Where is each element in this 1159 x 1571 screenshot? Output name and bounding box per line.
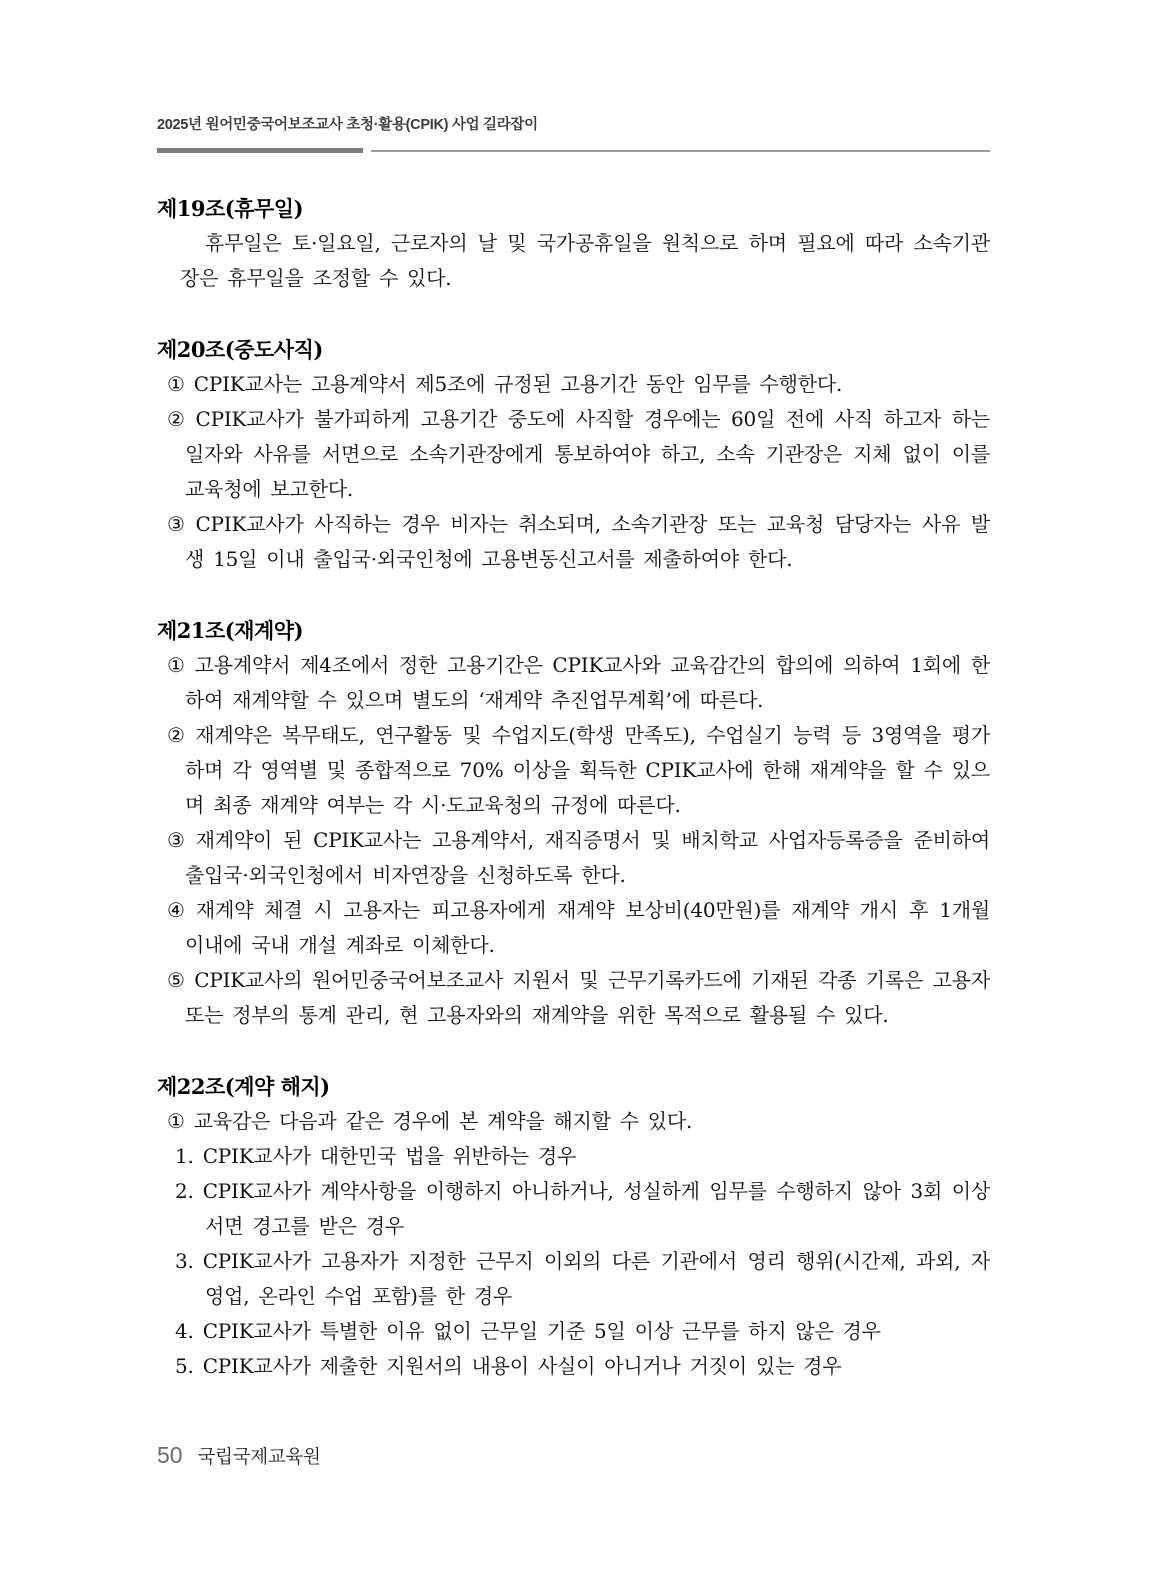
- clause-marker: ②: [167, 407, 187, 431]
- header-rule: [157, 148, 990, 153]
- section-article-19: [157, 191, 990, 296]
- clause-item: [157, 507, 990, 577]
- article-heading: 제19조(휴무일): [157, 196, 304, 221]
- clause-marker: ④: [167, 898, 187, 922]
- sub-clause-text: CPIK교사가 제출한 지원서의 내용이 사실이 아니거나 거짓이 있는 경우: [202, 1354, 842, 1378]
- clause-text: CPIK교사가 사직하는 경우 비자는 취소되며, 소속기관장 또는 교육청 담당자는 사유 발생 15일 이내 출입국·외국인청에 고용변동신고서를 제출하여야 한다.: [185, 512, 990, 571]
- clause-text: 재계약이 된 CPIK교사는 고용계약서, 재직증명서 및 배치학교 사업자등록증을 준비하여 출입국·외국인청에서 비자연장을 신청하도록 한다.: [185, 828, 990, 887]
- clause-text: 교육감은 다음과 같은 경우에 본 계약을 해지할 수 있다.: [193, 1109, 693, 1133]
- section-article-22: [157, 1069, 990, 1384]
- sub-clause-marker: 3.: [175, 1249, 194, 1273]
- clause-item: [157, 402, 990, 507]
- article-heading: 제21조(재계약): [157, 618, 304, 643]
- header-rule-thick-bar: [157, 148, 363, 153]
- clause-marker: ②: [167, 723, 187, 747]
- clause-text: 재계약은 복무태도, 연구활동 및 수업지도(학생 만족도), 수업실기 능력 등 3영역을 평가하며 각 영역별 및 종합적으로 70% 이상을 획득한 CPIK교사에 한해 재계약을 할 수 있으며 최종 재계약 여부는 각 시·도교육청의 규정에 따른다.: [185, 723, 991, 817]
- clause-marker: ①: [167, 372, 185, 396]
- page-footer: [157, 1442, 321, 1469]
- sub-clause-item: [157, 1244, 990, 1314]
- article-heading: 제22조(계약 해지): [157, 1074, 330, 1099]
- sub-clause-marker: 5.: [175, 1354, 194, 1378]
- clause-marker: ③: [167, 828, 187, 852]
- header-title: 2025년 원어민중국어보조교사 초청·활용(CPIK) 사업 길라잡이: [157, 117, 538, 133]
- page-number: 50: [157, 1442, 183, 1468]
- article-paragraph: 휴무일은 토·일요일, 근로자의 날 및 국가공휴일을 원칙으로 하며 필요에 따라 소속기관장은 휴무일을 조정할 수 있다.: [180, 231, 990, 290]
- sub-clause-item: [157, 1314, 990, 1349]
- article-heading: 제20조(중도사직): [157, 337, 323, 362]
- document-body: [157, 191, 990, 1384]
- clause-item: [157, 823, 990, 893]
- clause-text: CPIK교사가 불가피하게 고용기간 중도에 사직할 경우에는 60일 전에 사직 하고자 하는 일자와 사유를 서면으로 소속기관장에게 통보하여야 하고, 소속 기관장은 지체 없이 이를 교육청에 보고한다.: [185, 407, 991, 501]
- clause-text: CPIK교사의 원어민중국어보조교사 지원서 및 근무기록카드에 기재된 각종 기록은 고용자 또는 정부의 통계 관리, 현 고용자와의 재계약을 위한 목적으로 활용될 수 있다.: [185, 968, 990, 1027]
- sub-clause-item: [157, 1139, 990, 1174]
- section-article-21: [157, 613, 990, 1033]
- sub-clause-item: [157, 1174, 990, 1244]
- clause-text: CPIK교사는 고용계약서 제5조에 규정된 고용기간 동안 임무를 수행한다.: [193, 372, 843, 396]
- header-rule-thin-line: [371, 150, 990, 152]
- sub-clause-text: CPIK교사가 고용자가 지정한 근무지 이외의 다른 기관에서 영리 행위(시간제, 과외, 자영업, 온라인 수업 포함)를 한 경우: [202, 1249, 990, 1308]
- clause-item: [157, 1104, 990, 1139]
- section-article-20: [157, 332, 990, 577]
- clause-marker: ③: [167, 512, 187, 536]
- clause-item: [157, 367, 990, 402]
- page-header: [157, 116, 990, 153]
- clause-item: [157, 893, 990, 963]
- clause-text: 고용계약서 제4조에서 정한 고용기간은 CPIK교사와 교육감간의 합의에 의하여 1회에 한하여 재계약할 수 있으며 별도의 ‘재계약 추진업무계획’에 따른다.: [185, 653, 990, 712]
- clause-marker: ⑤: [167, 968, 186, 992]
- sub-clause-text: CPIK교사가 대한민국 법을 위반하는 경우: [202, 1144, 577, 1168]
- clause-item: [157, 648, 990, 718]
- sub-clause-marker: 2.: [175, 1179, 194, 1203]
- clause-item: [157, 963, 990, 1033]
- sub-clause-marker: 4.: [175, 1319, 194, 1343]
- clause-item: [157, 718, 990, 823]
- clause-text: 재계약 체결 시 고용자는 피고용자에게 재계약 보상비(40만원)를 재계약 개시 후 1개월 이내에 국내 개설 계좌로 이체한다.: [185, 898, 990, 957]
- footer-organization: 국립국제교육원: [197, 1446, 321, 1467]
- clause-marker: ①: [167, 653, 186, 677]
- sub-clause-text: CPIK교사가 특별한 이유 없이 근무일 기준 5일 이상 근무를 하지 않은 경우: [202, 1319, 881, 1343]
- sub-clause-text: CPIK교사가 계약사항을 이행하지 아니하거나, 성실하게 임무를 수행하지 않아 3회 이상 서면 경고를 받은 경우: [202, 1179, 990, 1238]
- sub-clause-item: [157, 1349, 990, 1384]
- sub-clause-marker: 1.: [175, 1144, 194, 1168]
- clause-marker: ①: [167, 1109, 185, 1133]
